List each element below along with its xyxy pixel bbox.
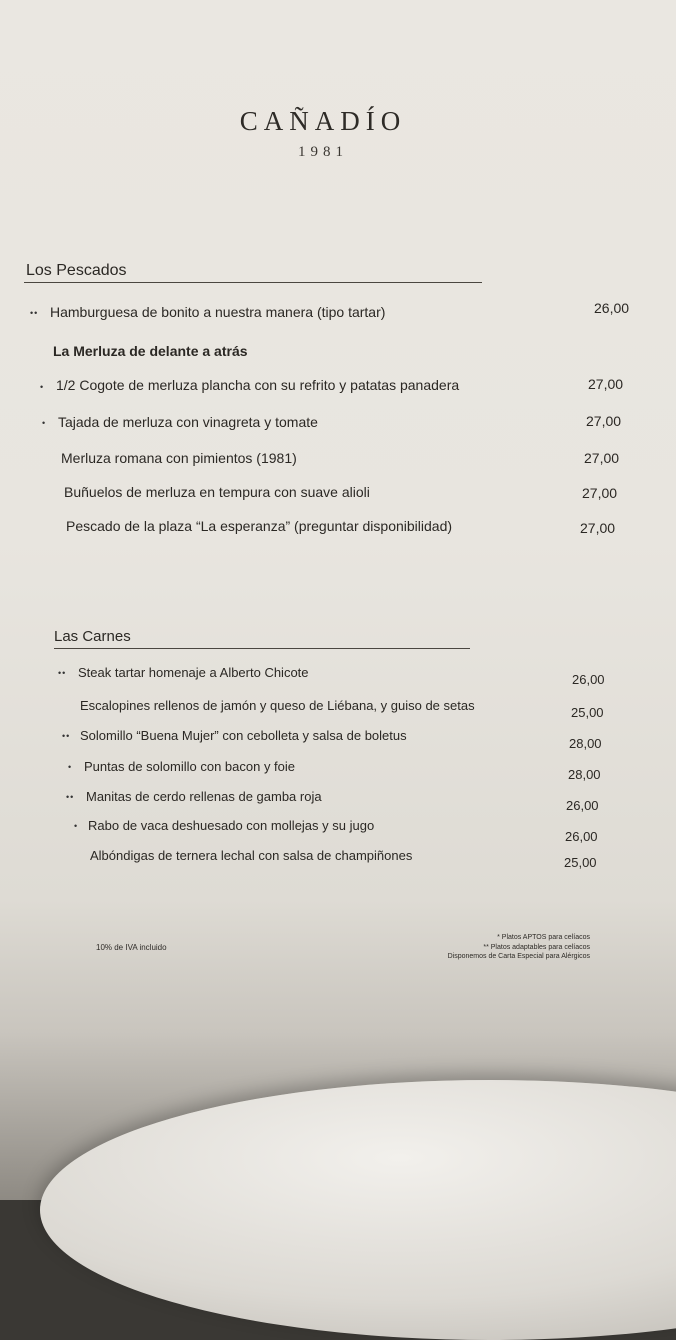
menu-item-hamburguesa: Hamburguesa de bonito a nuestra manera (tipo tartar) xyxy=(50,304,386,320)
allergen-notes xyxy=(448,933,590,962)
menu-item-steak-tartar: Steak tartar homenaje a Alberto Chicote xyxy=(78,665,309,680)
menu-price: 26,00 xyxy=(594,300,630,316)
vat-note: 10% de IVA incluido xyxy=(96,943,167,952)
gluten-mark: •• xyxy=(62,731,71,741)
allergen-note-apt: * Platos APTOS para celíacos xyxy=(497,934,590,941)
menu-price: 25,00 xyxy=(564,855,597,870)
gluten-mark: • xyxy=(68,762,73,772)
gluten-mark: • xyxy=(40,382,45,392)
menu-price: 27,00 xyxy=(586,413,622,429)
menu-price: 28,00 xyxy=(569,736,602,751)
menu-price: 27,00 xyxy=(588,376,624,392)
menu-item-cogote: 1/2 Cogote de merluza plancha con su refrito y patatas panadera xyxy=(56,377,460,393)
menu-price: 25,00 xyxy=(571,705,604,720)
menu-item-solomillo: Solomillo “Buena Mujer” con cebolleta y salsa de boletus xyxy=(80,728,407,743)
menu-price: 26,00 xyxy=(566,798,599,813)
menu-price: 26,00 xyxy=(572,672,605,687)
menu-item-rabo-vaca: Rabo de vaca deshuesado con mollejas y su jugo xyxy=(88,818,375,833)
gluten-mark: •• xyxy=(30,308,39,318)
restaurant-year: 1981 xyxy=(298,144,348,160)
menu-price: 27,00 xyxy=(584,450,620,466)
menu-price: 26,00 xyxy=(565,829,598,844)
gluten-mark: •• xyxy=(58,668,67,678)
section-rule-pescados xyxy=(24,282,482,283)
section-title-pescados: Los Pescados xyxy=(26,262,127,279)
menu-item-tajada: Tajada de merluza con vinagreta y tomate xyxy=(58,414,318,430)
menu-item-manitas-cerdo: Manitas de cerdo rellenas de gamba roja xyxy=(86,789,322,804)
menu-item-merluza-romana: Merluza romana con pimientos (1981) xyxy=(61,450,297,466)
menu-item-bunuelos: Buñuelos de merluza en tempura con suave alioli xyxy=(64,484,370,500)
section-rule-carnes xyxy=(54,648,470,649)
gluten-mark: •• xyxy=(66,792,75,802)
menu-price: 27,00 xyxy=(582,485,618,501)
menu-price: 27,00 xyxy=(580,520,616,536)
subsection-title-merluza: La Merluza de delante a atrás xyxy=(53,343,248,359)
gluten-mark: • xyxy=(74,821,79,831)
allergen-note-special-menu: Disponemos de Carta Especial para Alérgicos xyxy=(447,953,590,960)
menu-item-puntas-solomillo: Puntas de solomillo con bacon y foie xyxy=(84,759,296,774)
menu-item-albondigas: Albóndigas de ternera lechal con salsa de champiñones xyxy=(90,848,413,863)
allergen-note-adaptable: ** Platos adaptables para celíacos xyxy=(483,943,590,951)
menu-item-pescado-plaza: Pescado de la plaza “La esperanza” (preguntar disponibilidad) xyxy=(66,518,453,534)
restaurant-name: CAÑADÍO xyxy=(239,106,407,136)
menu-item-escalopines: Escalopines rellenos de jamón y queso de Liébana, y guiso de setas xyxy=(80,698,475,713)
menu-price: 28,00 xyxy=(568,767,601,782)
gluten-mark: • xyxy=(42,418,47,428)
section-title-carnes: Las Carnes xyxy=(54,628,131,645)
